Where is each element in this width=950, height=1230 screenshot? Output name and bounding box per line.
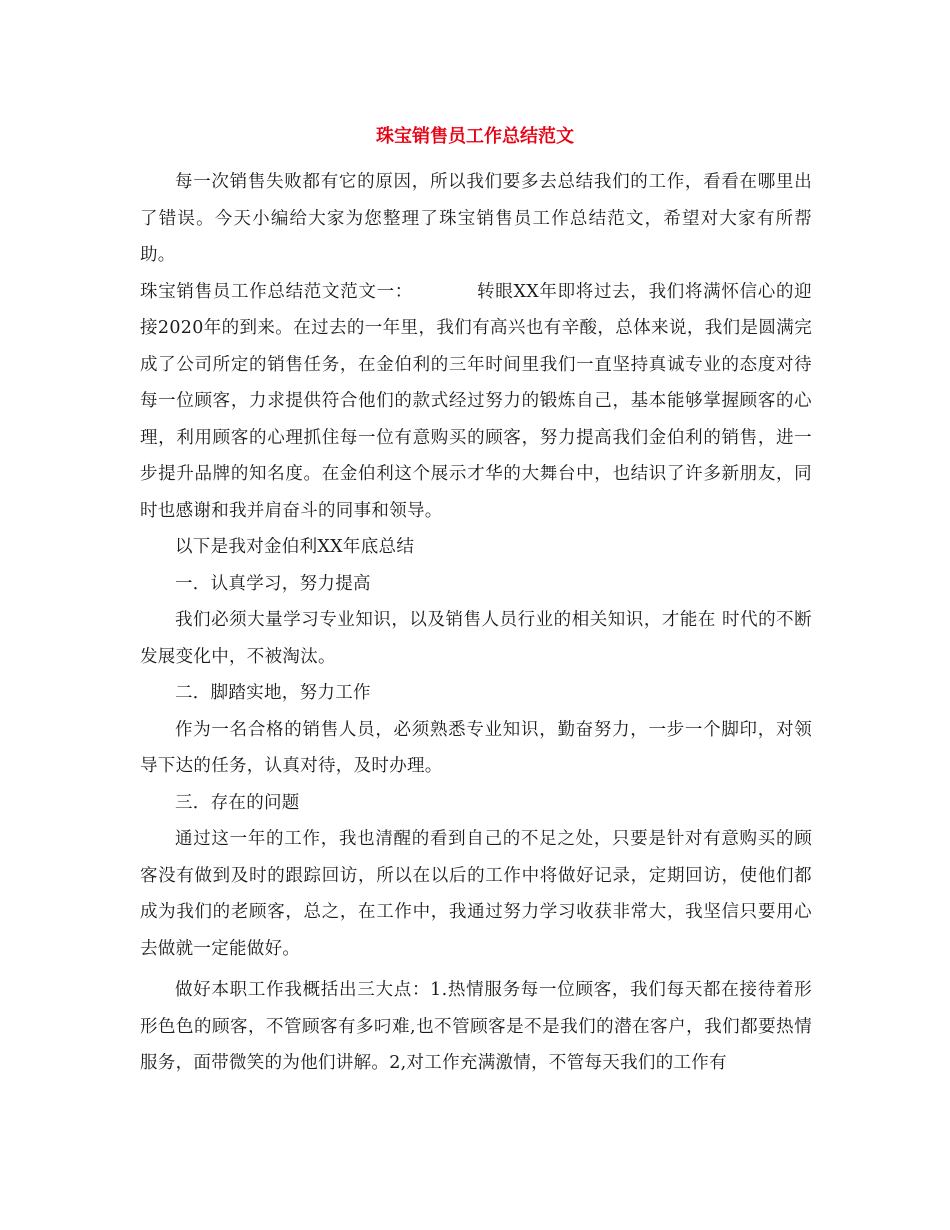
paragraph-summary-lead: 以下是我对金伯利XX年底总结 bbox=[175, 537, 415, 557]
paragraph-work: 作为一名合格的销售人员，必须熟悉专业知识，勤奋努力，一步一个脚印，对领导下达的任务，认真对待，及时办理。 bbox=[140, 719, 812, 776]
paragraph-intro: 每一次销售失败都有它的原因，所以我们要多去总结我们的工作，看看在哪里出了错误。今天小编给大家为您整理了珠宝销售员工作总结范文，希望对大家有所帮助。 bbox=[140, 172, 812, 265]
document-title: 珠宝销售员工作总结范文 bbox=[376, 126, 574, 147]
paragraph-study: 我们必须大量学习专业知识，以及销售人员行业的相关知识，才能在 时代的不断发展变化中，不被淘汰。 bbox=[140, 610, 812, 667]
paragraph-three-points: 做好本职工作我概括出三大点：1.热情服务每一位顾客，我们每天都在接待着形形色色的顾客，不管顾客有多叼难,也不管顾客是不是我们的潜在客户，我们都要热情服务，面带微笑的为他们讲解。2,对工作充满激情，不管每天我们的工作有 bbox=[140, 980, 812, 1073]
document-body bbox=[140, 164, 812, 1082]
paragraph-sample-one: 珠宝销售员工作总结范文范文一： 转眼XX年即将过去，我们将满怀信心的迎接2020年的到来。在过去的一年里，我们有高兴也有辛酸，总体来说，我们是圆满完成了公司所定的销售任务，在金伯利的三年时间里我们一直坚持真诚专业的态度对待每一位顾客，力求提供符合他们的款式经过努力的锻炼自己，基本能够掌握顾客的心理，利用顾客的心理抓住每一位有意购买的顾客，努力提高我们金伯利的销售，进一步提升品牌的知名度。在金伯利这个展示才华的大舞台中，也结识了许多新朋友，同时也感谢和我并肩奋斗的同事和领导。 bbox=[140, 281, 812, 521]
paragraph-problems: 通过这一年的工作，我也清醒的看到自己的不足之处，只要是针对有意购买的顾客没有做到及时的跟踪回访，所以在以后的工作中将做好记录，定期回访，使他们都成为我们的老顾客，总之，在工作中，我通过努力学习收获非常大，我坚信只要用心去做就一定能做好。 bbox=[140, 829, 812, 959]
section-heading-problems: 三．存在的问题 bbox=[175, 792, 300, 813]
section-heading-study: 一．认真学习，努力提高 bbox=[175, 573, 371, 594]
section-heading-work: 二．脚踏实地，努力工作 bbox=[175, 683, 371, 703]
